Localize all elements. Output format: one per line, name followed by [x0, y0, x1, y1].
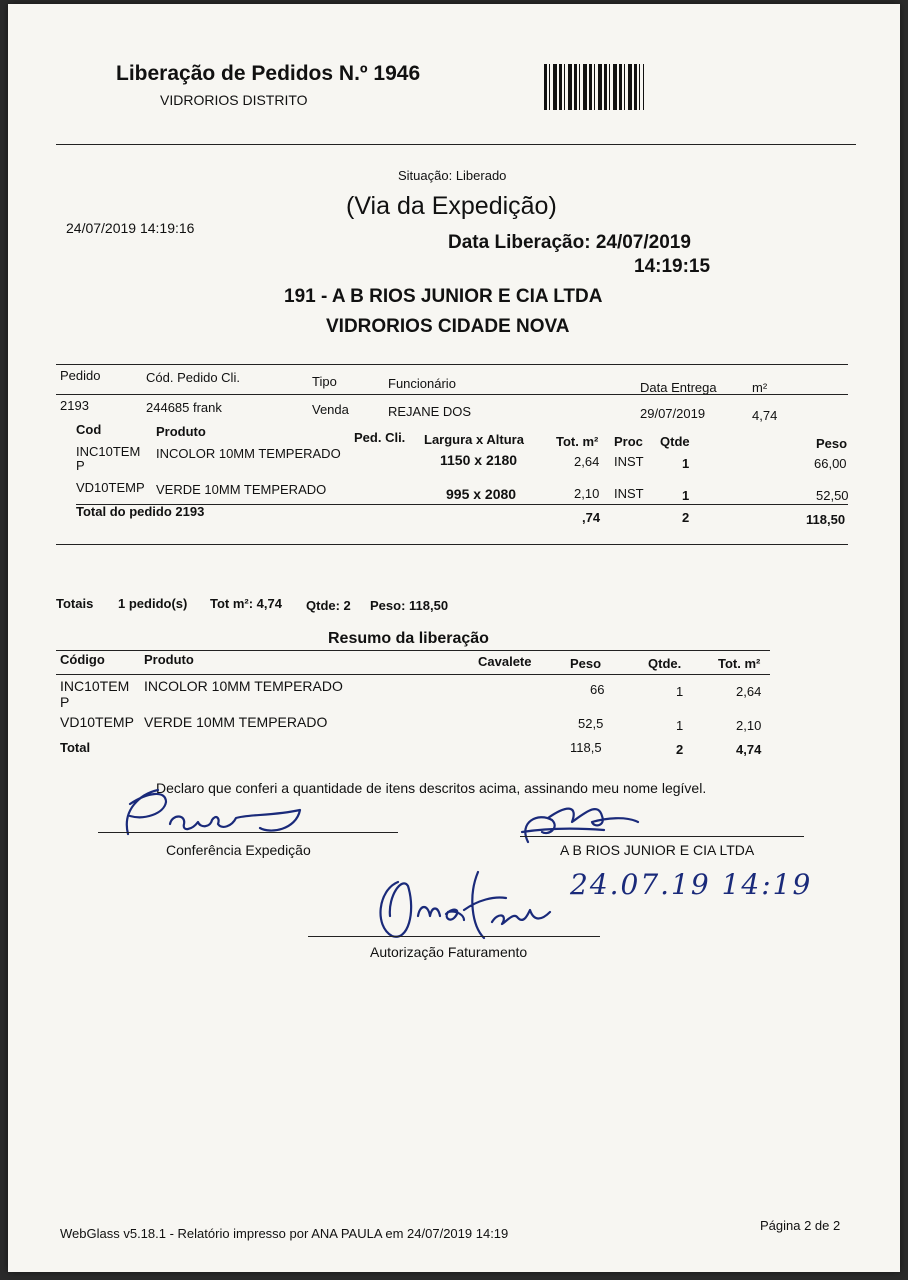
order-pedido: 2193: [60, 398, 89, 413]
summary-total-tot-m2: 4,74: [736, 742, 762, 757]
signature-conferencia: [100, 784, 320, 848]
item-proc: INST: [614, 454, 644, 469]
col-pedido: Pedido: [60, 368, 101, 383]
item-dims: 1150 x 2180: [440, 452, 518, 468]
item-cod: INC10TEM: [76, 444, 141, 459]
totals-peso: Peso: 118,50: [370, 598, 449, 613]
item-tot-m2: 2,10: [574, 486, 600, 501]
footer-report-info: WebGlass v5.18.1 - Relatório impresso por ANA PAULA em 24/07/2019 14:19: [60, 1226, 509, 1241]
summary-produto: VERDE 10MM TEMPERADO: [144, 714, 328, 730]
situation-label: Situação: Liberado: [398, 168, 507, 183]
release-time: 14:19:15: [634, 256, 711, 277]
summary-col-produto: Produto: [144, 652, 194, 667]
summary-codigo: VD10TEMP: [60, 714, 134, 730]
summary-codigo-cont: P: [60, 694, 70, 710]
item-col-tot-m2: Tot. m²: [556, 434, 599, 449]
totals-label: Totais: [56, 596, 94, 611]
summary-col-codigo: Código: [60, 652, 105, 667]
item-col-qtde: Qtde: [660, 434, 690, 449]
document-title: Liberação de Pedidos N.º 1946: [116, 62, 421, 85]
totals-qtde: Qtde: 2: [306, 598, 351, 613]
summary-peso: 66: [590, 682, 605, 697]
order-total-qtde: 2: [682, 510, 690, 525]
summary-total-label: Total: [60, 740, 91, 755]
declaration-text: Declaro que conferi a quantidade de itens descritos acima, assinando meu nome legível.: [156, 780, 707, 796]
summary-peso: 52,5: [578, 716, 604, 731]
divider: [56, 144, 856, 145]
item-col-peso: Peso: [816, 436, 848, 451]
client-location: VIDRORIOS CIDADE NOVA: [326, 316, 570, 337]
autorizacao-label: Autorização Faturamento: [370, 944, 528, 960]
company-name: VIDRORIOS DISTRITO: [160, 92, 308, 108]
order-tipo: Venda: [312, 402, 349, 417]
divider: [56, 394, 848, 395]
divider: [56, 544, 848, 545]
order-total-label: Total do pedido 2193: [76, 504, 205, 519]
item-peso: 52,50: [816, 488, 849, 503]
signature-line: [308, 936, 600, 937]
order-m2: 4,74: [752, 408, 778, 423]
col-m2: m²: [752, 380, 768, 395]
order-total-m2: ,74: [582, 510, 601, 525]
item-dims: 995 x 2080: [446, 486, 517, 502]
item-col-proc: Proc: [614, 434, 643, 449]
totals-pedidos: 1 pedido(s): [118, 596, 188, 611]
summary-produto: INCOLOR 10MM TEMPERADO: [144, 678, 343, 694]
item-col-produto: Produto: [156, 424, 206, 439]
divider: [56, 650, 770, 651]
item-produto: INCOLOR 10MM TEMPERADO: [156, 446, 341, 461]
item-col-cod: Cod: [76, 422, 102, 437]
divider: [56, 364, 848, 365]
summary-col-qtde: Qtde.: [648, 656, 682, 671]
totals-m2: Tot m²: 4,74: [210, 596, 282, 611]
summary-qtde: 1: [676, 718, 684, 733]
divider: [56, 674, 770, 675]
item-col-largura-altura: Largura x Altura: [424, 432, 524, 447]
summary-codigo: INC10TEM: [60, 678, 130, 694]
item-cod-cont: P: [76, 458, 85, 473]
item-qtde: 1: [682, 456, 690, 471]
order-funcionario: REJANE DOS: [388, 404, 472, 419]
signature-line: [520, 836, 804, 837]
item-proc: INST: [614, 486, 644, 501]
summary-col-peso: Peso: [570, 656, 602, 671]
signature-line: [98, 832, 398, 833]
item-peso: 66,00: [814, 456, 847, 471]
summary-title: Resumo da liberação: [328, 630, 489, 647]
handwritten-date: 24.07.19 14:19: [570, 868, 813, 901]
order-cod-pedido-cli: 244685 frank: [146, 400, 222, 415]
item-produto: VERDE 10MM TEMPERADO: [156, 482, 327, 497]
via-label: (Via da Expedição): [346, 192, 557, 220]
order-total-peso: 118,50: [806, 512, 846, 527]
col-tipo: Tipo: [312, 374, 337, 389]
footer-page-number: Página 2 de 2: [760, 1218, 841, 1233]
signature-autorizacao: [368, 866, 568, 946]
item-qtde: 1: [682, 488, 690, 503]
client-name: 191 - A B RIOS JUNIOR E CIA LTDA: [284, 286, 603, 307]
printed-datetime: 24/07/2019 14:19:16: [66, 220, 195, 236]
summary-tot-m2: 2,10: [736, 718, 762, 733]
document-page: [8, 4, 900, 1272]
summary-qtde: 1: [676, 684, 684, 699]
col-data-entrega: Data Entrega: [640, 380, 717, 395]
release-date: Data Liberação: 24/07/2019: [448, 232, 691, 253]
summary-total-qtde: 2: [676, 742, 684, 757]
company-signature-label: A B RIOS JUNIOR E CIA LTDA: [560, 842, 755, 858]
order-data-entrega: 29/07/2019: [640, 406, 706, 421]
item-col-ped-cli: Ped. Cli.: [354, 430, 406, 445]
conferencia-label: Conferência Expedição: [166, 842, 311, 858]
item-tot-m2: 2,64: [574, 454, 600, 469]
summary-total-peso: 118,5: [570, 740, 602, 755]
barcode: [544, 64, 644, 110]
summary-col-cavalete: Cavalete: [478, 654, 532, 669]
item-cod: VD10TEMP: [76, 480, 145, 495]
summary-col-tot-m2: Tot. m²: [718, 656, 761, 671]
col-cod-pedido-cli: Cód. Pedido Cli.: [146, 370, 240, 385]
col-funcionario: Funcionário: [388, 376, 456, 391]
summary-tot-m2: 2,64: [736, 684, 762, 699]
